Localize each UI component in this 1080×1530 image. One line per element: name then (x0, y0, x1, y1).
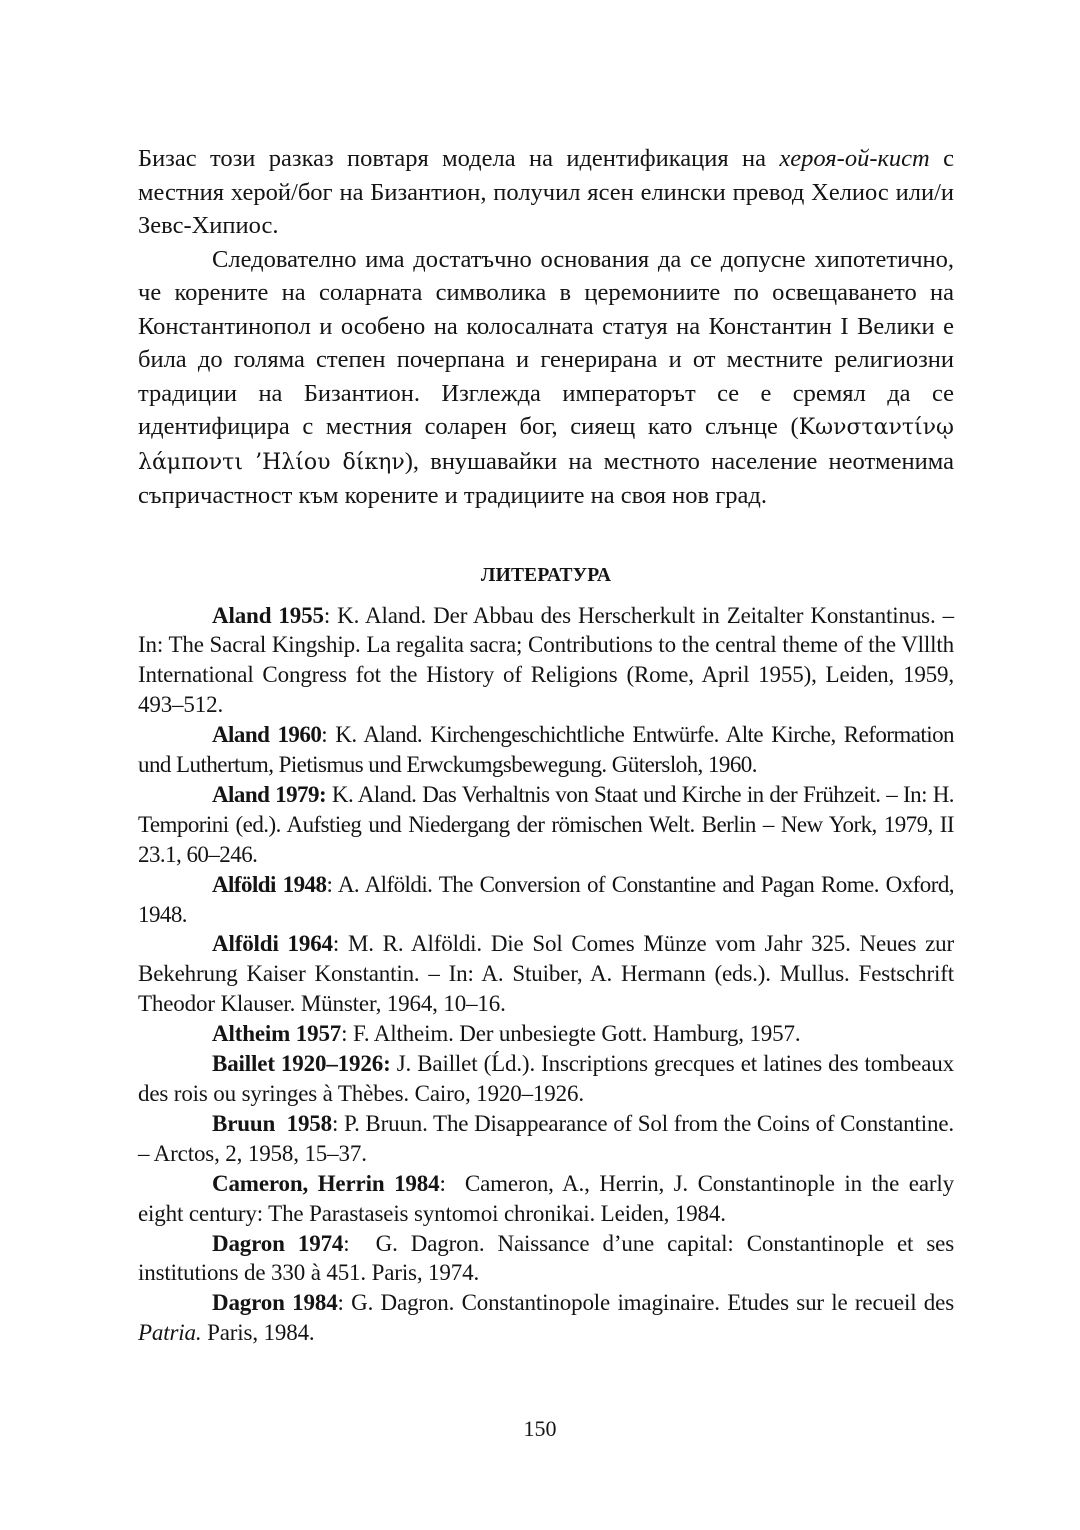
reference-key: Aland 1960 (212, 722, 322, 748)
body-paragraph-1 (138, 142, 954, 243)
reference-separator: : (439, 1170, 465, 1196)
reference-separator: : (326, 871, 338, 897)
reference-text: G. Dagron. Constantinopole imaginaire. Etudes sur le recueil des (351, 1290, 954, 1316)
reference-key: Cameron, Herrin 1984 (212, 1170, 440, 1196)
italic-title: Patria. (138, 1320, 202, 1346)
reference-entry (138, 720, 954, 780)
reference-text: A. Alföldi. The Conversion of Constantine and Pagan Rome. Oxford, 1948. (138, 871, 955, 927)
body-text: с местния херой/бог на Бизантион, получил ясен елински превод Хелиос или/и Зевс-Хипиос. (138, 145, 955, 239)
page-content (138, 142, 954, 1348)
reference-text: Cameron, A., Herrin, J. Constantinople in the early eight century: The Parastaseis syntomoi chronikai. Leiden, 1984. (138, 1170, 954, 1226)
reference-entry (138, 1169, 954, 1229)
reference-entry (138, 1049, 954, 1109)
reference-key: Dagron 1974 (212, 1230, 344, 1256)
reference-separator: : (332, 931, 348, 957)
reference-entry (138, 780, 954, 870)
reference-text: J. Baillet (Ĺd.). Inscriptions grecques et latines des tombeaux des rois ou syringes à Thèbes. Cairo, 1920–1926. (138, 1051, 954, 1106)
body-text: Бизас този разказ повтаря модела на идентификация на (138, 145, 780, 172)
reference-separator: : (323, 602, 338, 628)
reference-entry (138, 601, 954, 721)
reference-entry (138, 1019, 954, 1049)
reference-key: Dagron 1984 (212, 1290, 338, 1316)
reference-entry (138, 1109, 954, 1169)
page-number: 150 (523, 1416, 557, 1441)
reference-entry (138, 870, 954, 930)
reference-text: P. Bruun. The Disappearance of Sol from the Coins of Constantine. – Arctos, 2, 1958, 15–37. (138, 1110, 954, 1166)
body-text: ), внушавайки на местното население неотменима съпричастност към корените и традициите на своя нов град. (138, 447, 954, 509)
reference-separator: : (337, 1290, 352, 1316)
reference-text: K. Aland. Das Verhaltnis von Staat und Kirche in der Frühzeit. – In: H. Temporini (ed.). Aufstieg und Niedergang der römischen Welt. Berlin – New York, 1979, II 23.1, 60–246. (138, 781, 954, 867)
reference-separator: : (341, 1021, 354, 1047)
reference-text: Paris, 1984. (201, 1320, 315, 1346)
reference-text: F. Altheim. Der unbesiegte Gott. Hamburg, 1957. (353, 1021, 801, 1047)
reference-key: Altheim 1957 (212, 1021, 342, 1047)
italic-term: хероя-ой-кист (779, 145, 930, 172)
reference-separator: : (321, 722, 336, 748)
reference-text: G. Dagron. Naissance d’une capital: Constantinople et ses institutions de 330 à 451. Paris, 1974. (138, 1230, 954, 1286)
reference-key: Aland 1955 (212, 602, 324, 628)
reference-key: Alföldi 1964 (212, 931, 333, 957)
reference-text: M. R. Alföldi. Die Sol Comes Münze vom Jahr 325. Neues zur Bekehrung Kaiser Konstantin. – In: A. Stuiber, A. Hermann (eds.). Mullus. Festschrift Theodor Klauser. Münster, 1964, 10–16. (138, 931, 955, 1017)
reference-key: Bruun 1958 (212, 1110, 333, 1136)
reference-text: K. Aland. Der Abbau des Herscherkult in Zeitalter Konstantinus. – In: The Sacral Kingship. La regalita sacra; Contributions to the central theme of the Vlllth International Congress fot the History of Religions (Rome, April 1955), Leiden, 1959, 493–512. (138, 602, 954, 718)
reference-entry (138, 929, 954, 1019)
reference-key: Alföldi 1948 (212, 871, 327, 897)
references-heading: ЛИТЕРАТУРА (480, 564, 612, 586)
greek-quote: Κωνσταντίνῳ λάμποντι ’Ηλίου δίκην (138, 415, 954, 475)
body-text: Следователно има достатъчно основания да се допусне хипотетично, че корените на соларната символика в церемониите по освещаването на Константинопол и особено на колосалната статуя на Константин I Велики е била до голяма степен почерпана и генерирана и от местните религиозни традиции на Бизантион. Изглежда императорът се е сремял да се идентифицира с местния соларен бог, сияещ като слънце ( (138, 245, 954, 440)
reference-entry (138, 1288, 954, 1348)
reference-separator: : (332, 1110, 344, 1136)
reference-text: K. Aland. Kirchengeschichtliche Entwürfe. Alte Kirche, Reformation und Luthertum, Pietismus und Erwckumgsbewegung. Gütersloh, 1960. (138, 722, 954, 778)
reference-entry (138, 1229, 954, 1289)
body-paragraph-2 (138, 243, 954, 513)
reference-separator: : (343, 1230, 376, 1256)
reference-key: Aland 1979: (212, 781, 327, 807)
reference-key: Baillet 1920–1926: (212, 1051, 391, 1077)
